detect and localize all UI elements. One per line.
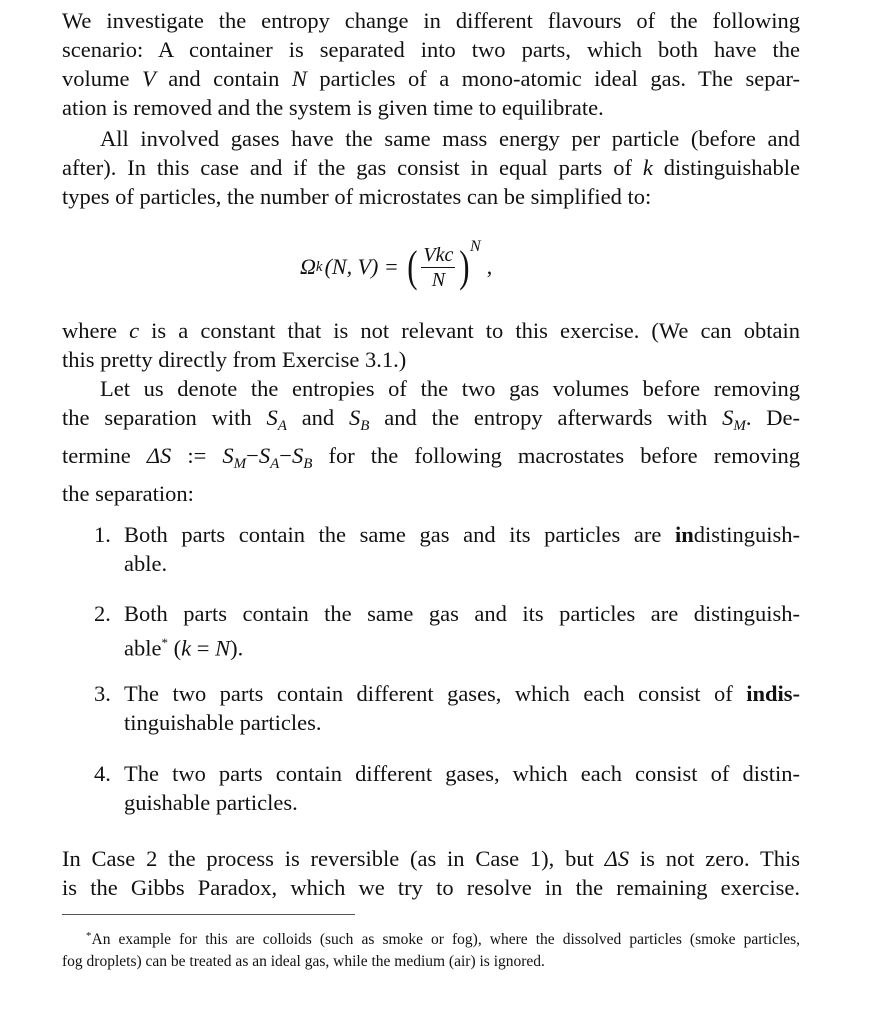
microstates-formula xyxy=(300,232,492,302)
intro-line-4: ation is removed and the system is given time to equilibrate. xyxy=(62,95,604,120)
list-item-1: 1. Both parts contain the same gas and its particles are indistinguish- able. xyxy=(94,522,800,576)
footnote xyxy=(62,925,800,973)
right-paren: ) xyxy=(459,242,470,291)
conclusion-line-2: is the Gibbs Paradox, which we try to resolve in the remaining exercise. xyxy=(62,875,800,900)
para4-line-2: the separation with $S_A$ and $S_B$ and the entropy afterwards with $S_M$. De- xyxy=(62,405,800,434)
formula-exponent: N xyxy=(470,238,481,255)
intro-line-1: We investigate the entropy change in different flavours of the following xyxy=(62,8,800,33)
para4-line-1: Let us denote the entropies of the two gas volumes before removing xyxy=(100,376,800,401)
list-item-2: 2. Both parts contain the same gas and its particles are distinguish- able* (k = N). xyxy=(94,601,800,661)
para3-line-1: where c is a constant that is not relevant to this exercise. (We can obtain xyxy=(62,318,801,343)
para2-line-2: after). In this case and if the gas consist in equal parts of k distinguishable xyxy=(62,155,800,180)
fraction-denominator: N xyxy=(431,268,446,291)
conclusion-line-1: In Case 2 the process is reversible (as in Case 1), but ΔS is not zero. This xyxy=(62,846,800,871)
list-number: 3. xyxy=(94,681,111,706)
entropy-paragraph xyxy=(62,374,800,508)
list-item-4: 4. The two parts contain different gases, which each consist of distin- guishable particles. xyxy=(94,761,800,815)
formula-fraction xyxy=(421,243,455,292)
formula-comma: , xyxy=(486,254,493,279)
omega-symbol: Ω xyxy=(300,254,316,279)
list-number: 1. xyxy=(94,522,111,547)
footnote-line-1: *An example for this are colloids (such as smoke or fog), where the dissolved particles (smoke particles, xyxy=(86,930,800,948)
microstates-paragraph xyxy=(62,124,800,211)
para4-line-4: the separation: xyxy=(62,481,194,506)
intro-paragraph xyxy=(62,6,800,122)
list-item-3: 3. The two parts contain different gases, which each consist of indis- tinguishable particles. xyxy=(94,681,800,735)
fraction-numerator: Vkc xyxy=(423,243,454,266)
list-number: 2. xyxy=(94,601,111,626)
para4-line-3: termine ΔS := $S_M-S_A-S_B$ for the following macrostates before removing xyxy=(62,443,800,472)
intro-line-3: volume V and contain N particles of a mono-atomic ideal gas. The separ- xyxy=(62,66,800,91)
formula-args: (N, V) = xyxy=(324,254,399,279)
omega-subscript: k xyxy=(315,258,323,275)
para2-line-1: All involved gases have the same mass energy per particle (before and xyxy=(100,126,800,151)
intro-line-2: scenario: A container is separated into two parts, which both have the xyxy=(62,37,800,62)
conclusion-paragraph xyxy=(62,844,800,902)
footnote-line-2: fog droplets) can be treated as an ideal gas, while the medium (air) is ignored. xyxy=(62,953,545,970)
footnote-divider xyxy=(62,914,355,915)
para2-line-3: types of particles, the number of microstates can be simplified to: xyxy=(62,184,652,209)
para3-line-2: this pretty directly from Exercise 3.1.) xyxy=(62,347,407,372)
constant-paragraph xyxy=(62,316,800,374)
left-paren: ( xyxy=(406,242,418,291)
list-number: 4. xyxy=(94,761,111,786)
